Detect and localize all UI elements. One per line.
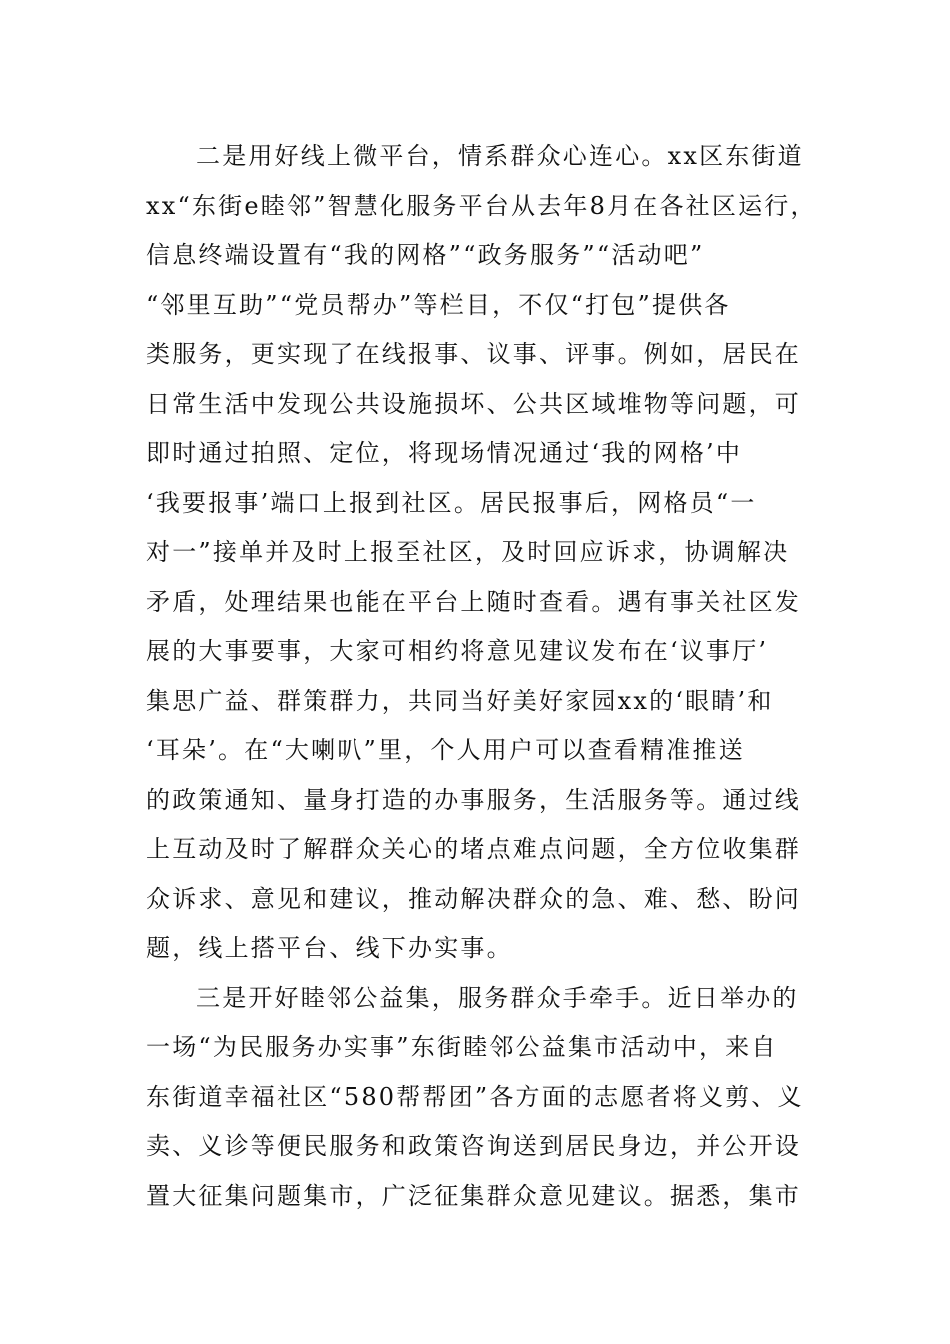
text-line: 即时通过拍照、定位，将现场情况通过‘我的网格’中 <box>146 439 743 467</box>
text-line: 信息终端设置有“我的网格”“政务服务”“活动吧” <box>146 241 705 269</box>
text-line: 集思广益、群策群力，共同当好美好家园xx的‘眼睛’和 <box>146 686 774 715</box>
text-line: 众诉求、意见和建议，推动解决群众的急、难、愁、盼问 <box>146 884 801 913</box>
text-line: 上互动及时了解群众关心的堵点难点问题，全方位收集群 <box>146 835 801 863</box>
text-line: 日常生活中发现公共设施损坏、公共区域堆物等问题，可 <box>146 389 801 418</box>
text-line: 类服务，更实现了在线报事、议事、评事。例如，居民在 <box>146 340 801 368</box>
text-line: 的政策通知、量身打造的办事服务，生活服务等。通过线 <box>146 785 801 814</box>
text-line: 一场“为民服务办实事”东街睦邻公益集市活动中，来自 <box>146 1033 778 1061</box>
text-line: “邻里互助”“党员帮办”等栏目，不仅“打包”提供各 <box>146 290 731 319</box>
body-text <box>146 132 816 1221</box>
text-line: 卖、义诊等便民服务和政策咨询送到居民身边，并公开设 <box>146 1132 801 1160</box>
text-line: 展的大事要事，大家可相约将意见建议发布在‘议事厅’ <box>146 637 769 665</box>
text-line: 东街道幸福社区“580帮帮团”各方面的志愿者将义剪、义 <box>146 1082 804 1111</box>
text-line: 题，线上搭平台、线下办实事。 <box>146 934 513 962</box>
text-line: ‘耳朵’。在“大喇叭”里，个人用户可以查看精准推送 <box>146 736 745 764</box>
text-line: 矛盾，处理结果也能在平台上随时查看。遇有事关社区发 <box>146 587 801 616</box>
text-line: 二是用好线上微平台，情系群众心连心。xx区东街道 <box>196 142 804 170</box>
text-line: 置大征集问题集市，广泛征集群众意见建议。据悉，集市 <box>146 1181 801 1210</box>
text-line: 三是开好睦邻公益集，服务群众手牵手。近日举办的 <box>196 983 799 1012</box>
text-line: 对一”接单并及时上报至社区，及时回应诉求，协调解决 <box>146 538 790 566</box>
paragraph-online-platform <box>146 132 816 974</box>
text-line: ‘我要报事’端口上报到社区。居民报事后，网格员“一 <box>146 488 757 517</box>
paragraph-charity-market <box>146 974 816 1222</box>
text-line: xx“东街e睦邻”智慧化服务平台从去年8月在各社区运行， <box>146 191 817 220</box>
